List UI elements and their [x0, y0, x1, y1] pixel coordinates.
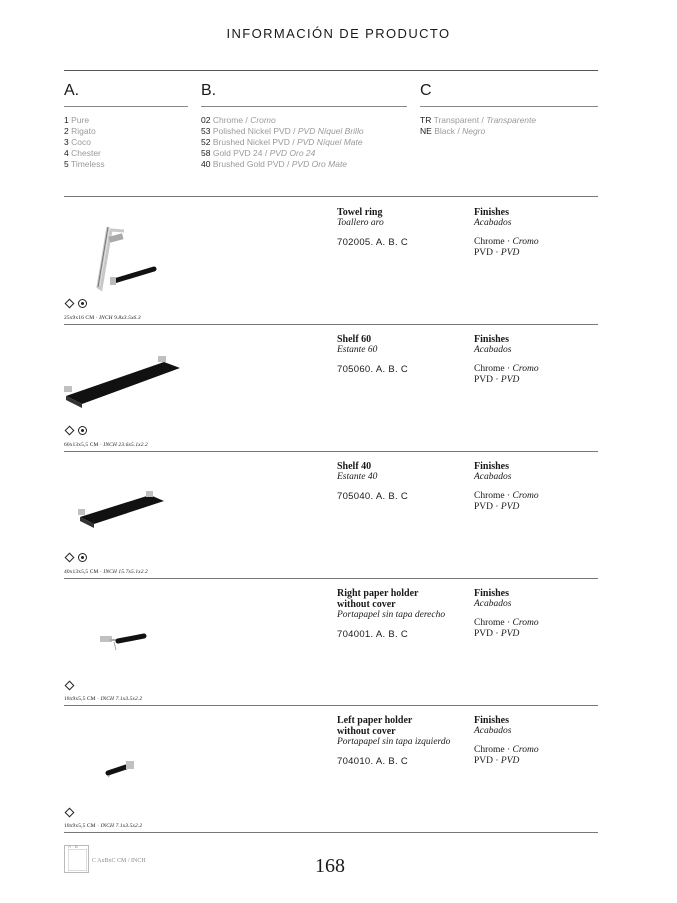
finishes-list: Chrome · Cromo PVD · PVD: [474, 745, 539, 766]
finishes-title: Finishes: [474, 715, 510, 726]
column-a: [64, 82, 188, 170]
feature-icons: [64, 426, 87, 435]
page-title: INFORMACIÓN DE PRODUCTO: [226, 26, 451, 41]
column-a-list: [64, 115, 188, 170]
product-name-es: Toallero aro: [337, 218, 384, 228]
product-name-es: Estante 40: [337, 472, 378, 482]
product-reference: 704001. A. B. C: [337, 629, 409, 640]
list-item: 52 Brushed Nickel PVD / PVD Níquel Mate: [201, 137, 363, 147]
diamond-icon: [65, 553, 75, 563]
finishes-title-es: Acabados: [474, 472, 512, 482]
list-item: 3 Coco: [64, 137, 91, 147]
product-row: [64, 197, 598, 325]
finishes-list: Chrome · Cromo PVD · PVD: [474, 237, 539, 258]
product-name-es: Estante 60: [337, 345, 378, 355]
product-name: Right paper holder: [337, 588, 419, 599]
finishes: [474, 588, 598, 640]
column-a-letter: A.: [64, 82, 188, 107]
finishes-title: Finishes: [474, 588, 510, 599]
product-info: [337, 334, 475, 375]
product-name-es: Portapapel sin tapa izquierdo: [337, 737, 451, 747]
feature-icons: [64, 553, 87, 562]
diamond-icon: [65, 426, 75, 436]
column-c: [420, 82, 598, 137]
finishes-list: Chrome · Cromo PVD · PVD: [474, 364, 539, 385]
list-item: 58 Gold PVD 24 / PVD Oro 24: [201, 148, 316, 158]
column-b-list: [201, 115, 407, 170]
column-b-letter: B.: [201, 82, 407, 107]
page-number: 168: [315, 855, 345, 877]
list-item: 40 Brushed Gold PVD / PVD Oro Mate: [201, 159, 348, 169]
list-item: 02 Chrome / Cromo: [201, 115, 276, 125]
dimension-legend: C AxBxC CM / INCH: [92, 858, 146, 864]
product-row: [64, 705, 598, 833]
finishes-list: Chrome · Cromo PVD · PVD: [474, 618, 539, 639]
list-item: 2 Rigato: [64, 126, 96, 136]
product-row: [64, 578, 598, 706]
dimensions: 18x9x5,5 CM · INCH 7.1x3.5x2.2: [64, 696, 143, 702]
product-info: [337, 461, 475, 502]
product-name: Shelf 60: [337, 334, 372, 345]
product-info: [337, 588, 475, 640]
product-image-right-paper-holder: [64, 578, 334, 706]
product-name-line2: without cover: [337, 599, 396, 610]
finishes-title: Finishes: [474, 334, 510, 345]
finishes-list: Chrome · Cromo PVD · PVD: [474, 491, 539, 512]
product-name: Left paper holder: [337, 715, 413, 726]
product-name: Towel ring: [337, 207, 383, 218]
target-icon: [78, 553, 87, 562]
product-info: [337, 207, 475, 248]
list-item: TR Transparent / Transparente: [420, 115, 537, 125]
dimensions: 40x13x5,5 CM · INCH 15.7x5.1x2.2: [64, 569, 148, 575]
product-reference: 702005. A. B. C: [337, 237, 409, 248]
feature-icons: [64, 299, 87, 308]
column-c-letter: C: [420, 82, 598, 107]
product-image-shelf-40: [64, 451, 334, 579]
product-row: [64, 451, 598, 579]
finishes: [474, 715, 598, 767]
diamond-icon: [65, 681, 75, 691]
list-item: 1 Pure: [64, 115, 90, 125]
column-c-list: [420, 115, 598, 137]
diamond-icon: [65, 299, 75, 309]
product-reference: 705060. A. B. C: [337, 364, 409, 375]
list-item: NE Black / Negro: [420, 126, 486, 136]
feature-icons: [64, 809, 75, 816]
product-info: [337, 715, 475, 767]
product-image-left-paper-holder: [64, 705, 334, 833]
divider: [64, 70, 598, 71]
finishes: [474, 207, 598, 259]
target-icon: [78, 299, 87, 308]
finishes: [474, 334, 598, 386]
dimensions: 25x9x16 CM · INCH 9.8x3.5x6.3: [64, 315, 141, 321]
product-reference: 704010. A. B. C: [337, 756, 409, 767]
diamond-icon: [65, 808, 75, 818]
target-icon: [78, 426, 87, 435]
finishes-title-es: Acabados: [474, 599, 512, 609]
finishes: [474, 461, 598, 513]
feature-icons: [64, 682, 75, 689]
dimensions: 18x9x5,5 CM · INCH 7.1x3.5x2.2: [64, 823, 143, 829]
product-name: Shelf 40: [337, 461, 372, 472]
product-name-es: Portapapel sin tapa derecho: [337, 610, 446, 620]
list-item: 53 Polished Nickel PVD / PVD Níquel Brillo: [201, 126, 364, 136]
finishes-title-es: Acabados: [474, 218, 512, 228]
dimension-legend-box-label: A · B: [68, 844, 78, 849]
product-reference: 705040. A. B. C: [337, 491, 409, 502]
product-image-shelf-60: [64, 324, 334, 452]
dimensions: 60x13x5,5 CM · INCH 23.6x5.1x2.2: [64, 442, 148, 448]
product-image-towel-ring: [64, 197, 334, 325]
list-item: 5 Timeless: [64, 159, 105, 169]
column-b: [201, 82, 407, 170]
finishes-title-es: Acabados: [474, 345, 512, 355]
finishes-title: Finishes: [474, 207, 510, 218]
finishes-title: Finishes: [474, 461, 510, 472]
product-name-line2: without cover: [337, 726, 396, 737]
product-row: [64, 324, 598, 452]
finishes-title-es: Acabados: [474, 726, 512, 736]
list-item: 4 Chester: [64, 148, 101, 158]
